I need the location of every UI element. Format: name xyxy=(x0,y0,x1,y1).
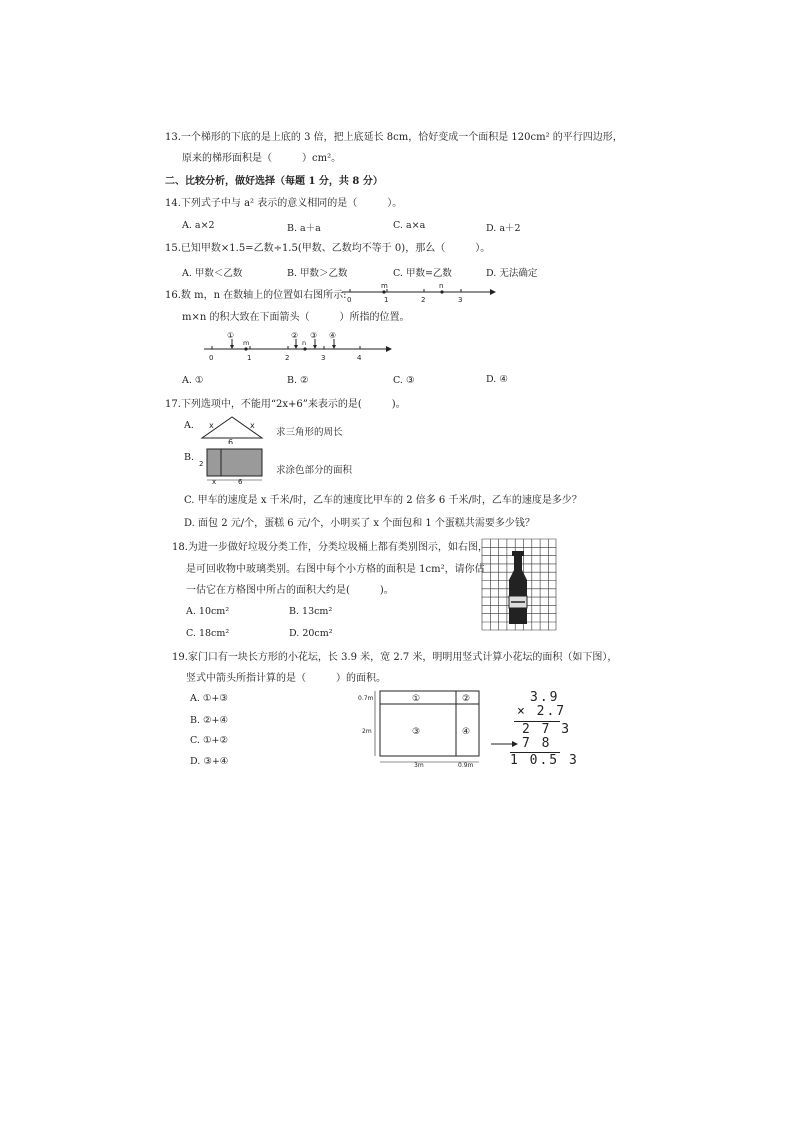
arrow-label-3: ③ xyxy=(310,331,318,340)
region-2: ② xyxy=(462,694,471,704)
vertical-row5: 1 0.5 3 xyxy=(510,753,579,768)
q17-b-label[interactable]: B. xyxy=(184,452,195,463)
arrow-label-2: ② xyxy=(291,331,299,340)
arrow-label-1: ① xyxy=(227,331,235,340)
q19-option-a[interactable]: A. ①+③ xyxy=(190,693,228,704)
q19-option-b[interactable]: B. ②+④ xyxy=(190,715,229,726)
q18-line1: 18.为进一步做好垃圾分类工作，分类垃圾桶上都有类别图示，如右图， xyxy=(172,542,488,553)
axis1-tick-0: 0 xyxy=(347,296,352,304)
bottle-icon xyxy=(509,551,527,624)
q14-option-b[interactable]: B. a＋a xyxy=(287,223,321,234)
q15-option-a[interactable]: A. 甲数＜乙数 xyxy=(182,268,243,279)
q16-number-line-2 xyxy=(200,329,396,363)
axis2-tick-3: 3 xyxy=(321,354,326,362)
q16-option-c[interactable]: C. ③ xyxy=(393,375,415,386)
q16-number-line-1 xyxy=(338,281,498,305)
point-m-1 xyxy=(382,290,385,293)
axis1-tick-1: 1 xyxy=(384,296,389,304)
q15-option-c[interactable]: C. 甲数=乙数 xyxy=(393,268,452,279)
q19-option-d[interactable]: D. ③+④ xyxy=(190,756,229,767)
triangle-side-x-left: x xyxy=(209,421,214,430)
width-0.9m: 0.9m xyxy=(458,762,474,769)
vertical-arrow-icon xyxy=(490,739,520,749)
q19-option-c[interactable]: C. ①+② xyxy=(190,735,228,746)
q19-flowerbed-diagram xyxy=(358,686,486,772)
height-2m: 2m xyxy=(362,728,372,735)
q14-option-d[interactable]: D. a＋2 xyxy=(486,223,521,234)
q18-option-a[interactable]: A. 10cm² xyxy=(186,606,230,617)
width-3m: 3m xyxy=(414,762,424,769)
axis2-tick-0: 0 xyxy=(209,354,214,362)
rect-width-x: x xyxy=(212,478,217,486)
rect-height-2: 2 xyxy=(199,460,204,468)
axis1-n-label: n xyxy=(439,282,444,290)
q17-a-desc: 求三角形的周长 xyxy=(276,427,343,438)
q13-line1: 13.一个梯形的下底的是上底的 3 倍，把上底延长 8cm，恰好变成一个面积是 120cm² 的平行四边形， xyxy=(165,132,623,143)
q18-option-c[interactable]: C. 18cm² xyxy=(186,628,230,639)
q16-option-d[interactable]: D. ④ xyxy=(486,374,508,385)
q17-rectangle xyxy=(196,446,266,486)
triangle-side-x-right: x xyxy=(250,421,255,430)
q17-option-d[interactable]: D. 面包 2 元/个，蛋糕 6 元/个，小明买了 x 个面包和 1 个蛋糕共需要多少钱？ xyxy=(184,518,535,529)
q15-text: 15.已知甲数×1.5=乙数÷1.5(甲数、乙数均不等于 0)，那么（ ）。 xyxy=(165,243,491,254)
q15-option-b[interactable]: B. 甲数＞乙数 xyxy=(287,268,348,279)
q16-line2: m×n 的积大致在下面箭头（ ）所指的位置。 xyxy=(182,312,410,323)
vertical-row4: 7 8 xyxy=(522,736,552,751)
q15-option-d[interactable]: D. 无法确定 xyxy=(486,268,538,279)
axis2-m-label: m xyxy=(243,339,250,347)
vertical-row1: 3.9 xyxy=(530,690,560,705)
axis2-tick-4: 4 xyxy=(357,354,362,362)
q18-option-d[interactable]: D. 20cm² xyxy=(289,628,333,639)
section2-heading: 二、比较分析，做好选择（每题 1 分，共 8 分） xyxy=(165,176,383,187)
q14-option-a[interactable]: A. a×2 xyxy=(182,220,215,231)
q16-line1: 16.数 m，n 在数轴上的位置如右图所示: xyxy=(165,290,347,301)
q19-line2: 竖式中箭头所指计算的是（ ）的面积。 xyxy=(186,673,386,684)
axis1-tick-3: 3 xyxy=(458,296,463,304)
q17-text: 17.下列选项中，不能用“2x+6”来表示的是( )。 xyxy=(165,399,406,410)
q17-b-desc: 求涂色部分的面积 xyxy=(276,465,353,476)
axis1-m-label: m xyxy=(381,282,388,290)
q16-option-a[interactable]: A. ① xyxy=(182,375,204,386)
q18-grid-bottle xyxy=(481,538,557,632)
region-1: ① xyxy=(412,694,421,704)
region-3: ③ xyxy=(412,727,421,737)
axis2-tick-1: 1 xyxy=(247,354,252,362)
q17-triangle xyxy=(196,414,266,444)
q18-line2: 是可回收物中玻璃类别。右图中每个小方格的面积是 1cm²，请你估 xyxy=(186,564,485,575)
height-0.7m: 0.7m xyxy=(358,695,374,702)
region-4: ④ xyxy=(462,727,471,737)
axis2-tick-2: 2 xyxy=(285,354,290,362)
rect-width-6: 6 xyxy=(238,478,243,486)
q17-option-c[interactable]: C. 甲车的速度是 x 千米/时，乙车的速度比甲车的 2 倍多 6 千米/时，乙车的速度是多少？ xyxy=(184,495,582,506)
point-n-1 xyxy=(440,290,443,293)
q17-a-label[interactable]: A. xyxy=(184,420,194,431)
q14-text: 14.下列式子中与 a² 表示的意义相同的是（ ）。 xyxy=(165,198,403,209)
vertical-row3: 2 7 3 xyxy=(522,722,572,737)
q18-option-b[interactable]: B. 13cm² xyxy=(289,606,333,617)
arrow-label-4: ④ xyxy=(329,331,337,340)
q14-option-c[interactable]: C. a×a xyxy=(393,220,426,231)
q19-line1: 19.家门口有一块长方形的小花坛，长 3.9 米，宽 2.7 米，明明用竖式计算小花坛的面积（如下图）， xyxy=(172,652,618,663)
q13-line2: 原来的梯形面积是（ ）cm²。 xyxy=(182,153,342,164)
q16-option-b[interactable]: B. ② xyxy=(287,375,309,386)
axis1-tick-2: 2 xyxy=(421,296,426,304)
q18-line3: 一估它在方格图中所占的面积大约是( )。 xyxy=(186,585,394,596)
vertical-row2: × 2.7 xyxy=(517,704,567,719)
triangle-base-6: 6 xyxy=(228,438,234,444)
axis2-n-label: n xyxy=(302,339,307,347)
